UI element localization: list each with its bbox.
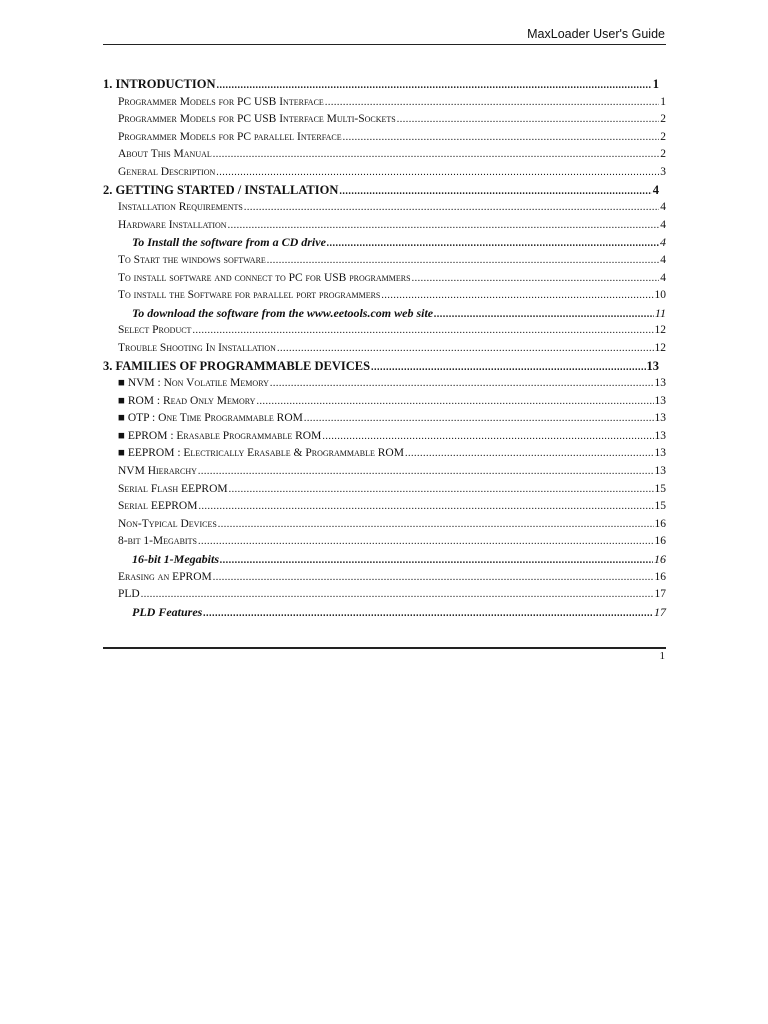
toc-entry[interactable]: [103, 533, 666, 551]
toc-entry[interactable]: [103, 252, 666, 270]
toc-dot-leader: [267, 252, 659, 270]
toc-entry-label: Erasing an EPROM: [118, 570, 212, 583]
toc-dot-leader: [216, 164, 659, 182]
toc-entry[interactable]: [103, 428, 666, 446]
toc-entry-page: 12: [654, 341, 666, 354]
toc-entry[interactable]: [103, 516, 666, 534]
toc-entry-page: 1: [660, 95, 666, 108]
toc-entry-label: ■ ROM : Read Only Memory: [118, 394, 256, 407]
toc-entry-label: PLD: [118, 588, 140, 601]
toc-entry-page: 16: [654, 552, 666, 567]
toc-dot-leader: [381, 287, 653, 305]
footer-rule: [103, 647, 666, 649]
toc-entry-page: 13: [654, 412, 666, 425]
toc-entry-label: Hardware Installation: [118, 218, 227, 231]
toc-entry-label: 1. INTRODUCTION: [103, 77, 216, 91]
toc-entry-label: 2. GETTING STARTED / INSTALLATION: [103, 182, 339, 197]
toc-entry[interactable]: [103, 498, 666, 516]
toc-entry-label: To install software and connect to PC for USB programmers: [118, 271, 411, 284]
toc-dot-leader: [218, 516, 654, 534]
toc-entry-page: 13: [654, 465, 666, 478]
toc-entry-page: 16: [654, 535, 666, 548]
header-rule: [103, 44, 666, 45]
toc-entry-page: 11: [654, 305, 666, 320]
toc-dot-leader: [339, 183, 651, 201]
toc-entry[interactable]: [103, 463, 666, 481]
toc-entry[interactable]: [103, 94, 666, 112]
toc-entry-page: 13: [654, 377, 666, 390]
toc-entry-page: 12: [654, 324, 666, 337]
toc-entry-page: 13: [654, 394, 666, 407]
toc-entry-page: 13: [654, 447, 666, 460]
toc-entry-page: 4: [660, 235, 666, 250]
toc-entry-page: 4: [652, 182, 659, 197]
toc-entry[interactable]: [103, 569, 666, 587]
toc-entry[interactable]: [103, 129, 666, 147]
toc-dot-leader: [229, 481, 654, 499]
toc-entry[interactable]: [103, 586, 666, 604]
toc-entry-label: To Install the software from a CD drive: [132, 235, 326, 250]
toc-entry-label: NVM Hierarchy: [118, 465, 197, 478]
toc-dot-leader: [220, 552, 653, 570]
toc-entry-page: 15: [654, 482, 666, 495]
toc-entry-page: 4: [660, 253, 666, 266]
toc-entry[interactable]: [103, 375, 666, 393]
toc-entry-label: Select Product: [118, 324, 192, 337]
toc-entry-page: 2: [660, 113, 666, 126]
toc-dot-leader: [213, 146, 659, 164]
toc-dot-leader: [405, 445, 654, 463]
toc-dot-leader: [203, 605, 653, 623]
toc-entry[interactable]: [103, 305, 666, 323]
toc-entry-label: 3. FAMILIES OF PROGRAMMABLE DEVICES: [103, 358, 371, 373]
toc-entry[interactable]: [103, 164, 666, 182]
toc-dot-leader: [217, 77, 652, 95]
toc-entry[interactable]: [103, 445, 666, 463]
toc-dot-leader: [213, 569, 654, 587]
toc-entry-label: Programmer Models for PC USB Interface: [118, 95, 324, 108]
toc-entry-label: PLD Features: [132, 604, 203, 619]
toc-entry[interactable]: [103, 340, 666, 358]
toc-entry[interactable]: [103, 358, 666, 376]
toc-dot-leader: [343, 129, 660, 147]
toc-dot-leader: [412, 270, 660, 288]
toc-entry-label: Installation Requirements: [118, 201, 243, 214]
toc-entry-label: Programmer Models for PC parallel Interface: [118, 130, 342, 143]
toc-dot-leader: [304, 410, 654, 428]
toc-entry-label: ■ NVM : Non Volatile Memory: [118, 377, 269, 390]
toc-dot-leader: [198, 463, 654, 481]
toc-entry-label: 16-bit 1-Megabits: [132, 552, 219, 567]
toc-dot-leader: [198, 498, 653, 516]
toc-entry-page: 17: [654, 588, 666, 601]
toc-entry-label: Serial EEPROM: [118, 500, 198, 513]
toc-entry[interactable]: [103, 322, 666, 340]
toc-entry-page: 10: [654, 289, 666, 302]
toc-dot-leader: [198, 533, 654, 551]
toc-dot-leader: [228, 217, 660, 235]
toc-entry[interactable]: [103, 393, 666, 411]
toc-entry-page: 13: [646, 358, 659, 373]
toc-dot-leader: [192, 322, 653, 340]
toc-entry-page: 16: [654, 570, 666, 583]
toc-entry[interactable]: [103, 604, 666, 622]
toc-entry-page: 1: [652, 77, 659, 91]
toc-dot-leader: [325, 94, 659, 112]
toc-entry-label: 8-bit 1-Megabits: [118, 535, 197, 548]
toc-entry[interactable]: [103, 217, 666, 235]
toc-entry-page: 4: [660, 201, 666, 214]
toc-entry-label: To install the Software for parallel port programmers: [118, 289, 381, 302]
toc-entry-label: ■ EPROM : Erasable Programmable ROM: [118, 429, 322, 442]
toc-entry[interactable]: [103, 146, 666, 164]
toc-entry[interactable]: [103, 182, 666, 200]
toc-entry[interactable]: [103, 76, 666, 94]
toc-dot-leader: [434, 306, 654, 324]
toc-entry-page: 2: [660, 148, 666, 161]
toc-dot-leader: [244, 199, 659, 217]
toc-entry[interactable]: [103, 410, 666, 428]
running-header: MaxLoader User's Guide: [527, 27, 665, 41]
toc-entry-label: About This Manual: [118, 148, 212, 161]
toc-entry-label: ■ EEPROM : Electrically Erasable & Programmable ROM: [118, 447, 404, 460]
toc-entry-page: 15: [654, 500, 666, 513]
toc-dot-leader: [371, 359, 645, 377]
toc-entry-page: 2: [660, 130, 666, 143]
toc-entry-label: Non-Typical Devices: [118, 517, 217, 530]
toc-entry-page: 13: [654, 429, 666, 442]
toc-entry-label: General Description: [118, 165, 216, 178]
toc-entry-page: 4: [660, 271, 666, 284]
toc-entry-label: Programmer Models for PC USB Interface Multi-Sockets: [118, 113, 396, 126]
toc-entry-page: 3: [660, 165, 666, 178]
toc-entry[interactable]: [103, 481, 666, 499]
toc-dot-leader: [397, 111, 660, 129]
toc-entry-label: To Start the windows software: [118, 253, 266, 266]
toc-dot-leader: [277, 340, 654, 358]
toc-entry-page: 4: [660, 218, 666, 231]
toc-entry[interactable]: [103, 287, 666, 305]
toc-entry-label: To download the software from the www.eetools.com web site: [132, 305, 434, 320]
toc-dot-leader: [322, 428, 653, 446]
table-of-contents: [103, 76, 666, 621]
toc-entry-page: 16: [654, 517, 666, 530]
toc-dot-leader: [327, 235, 659, 253]
toc-entry[interactable]: [103, 111, 666, 129]
toc-entry[interactable]: [103, 199, 666, 217]
toc-dot-leader: [256, 393, 653, 411]
toc-entry-page: 17: [654, 604, 666, 619]
toc-entry-label: Serial Flash EEPROM: [118, 482, 228, 495]
toc-entry[interactable]: [103, 551, 666, 569]
toc-dot-leader: [141, 586, 654, 604]
toc-entry-label: ■ OTP : One Time Programmable ROM: [118, 412, 303, 425]
toc-entry[interactable]: [103, 270, 666, 288]
page-number: 1: [659, 650, 665, 662]
toc-entry[interactable]: [103, 234, 666, 252]
toc-dot-leader: [270, 375, 654, 393]
toc-entry-label: Trouble Shooting In Installation: [118, 341, 276, 354]
